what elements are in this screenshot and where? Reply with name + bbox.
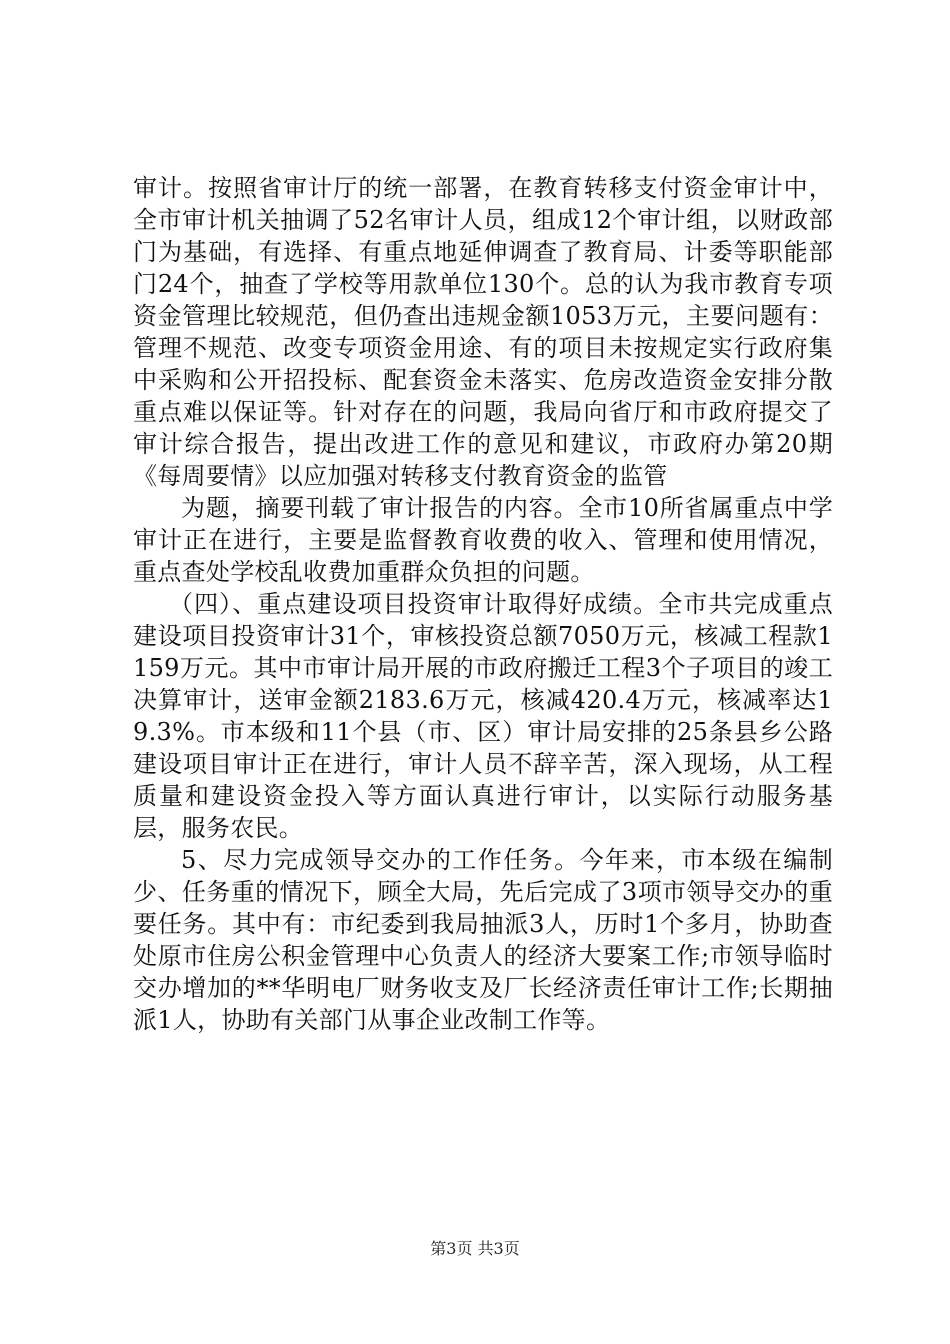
paragraph-leadership-tasks: 5、尽力完成领导交办的工作任务。今年来，市本级在编制少、任务重的情况下，顾全大局，先后完成了3项市领导交办的重要任务。其中有：市纪委到我局抽派3人，历时1个多月，协助查处原市住房公积金管理中心负责人的经济大要案工作;市领导临时交办增加的**华明电厂财务收支及厂长经济责任审计工作;长期抽派1人，协助有关部门从事企业改制工作等。 bbox=[133, 846, 833, 1034]
document-body bbox=[133, 172, 833, 1036]
page-footer: 第3页 共3页 bbox=[430, 1239, 520, 1258]
paragraph-construction-audit: （四）、重点建设项目投资审计取得好成绩。全市共完成重点建设项目投资审计31个，审核投资总额7050万元，核减工程款1159万元。其中市审计局开展的市政府搬迁工程3个子项目的竣工决算审计，送审金额2183.6万元，核减420.4万元，核减率达19.3%。市本级和11个县（市、区）审计局安排的25条县乡公路建设项目审计正在进行，审计人员不辞辛苦，深入现场，从工程质量和建设资金投入等方面认真进行审计，以实际行动服务基层，服务农民。 bbox=[133, 590, 833, 842]
paragraph-key-schools: 为题，摘要刊载了审计报告的内容。全市10所省属重点中学审计正在进行，主要是监督教育收费的收入、管理和使用情况，重点查处学校乱收费加重群众负担的问题。 bbox=[133, 494, 833, 586]
paragraph-audit-education: 审计。按照省审计厅的统一部署，在教育转移支付资金审计中，全市审计机关抽调了52名审计人员，组成12个审计组，以财政部门为基础，有选择、有重点地延伸调查了教育局、计委等职能部门24个，抽查了学校等用款单位130个。总的认为我市教育专项资金管理比较规范，但仍查出违规金额1053万元，主要问题有：管理不规范、改变专项资金用途、有的项目未按规定实行政府集中采购和公开招投标、配套资金未落实、危房改造资金安排分散重点难以保证等。针对存在的问题，我局向省厅和市政府提交了审计综合报告，提出改进工作的意见和建议，市政府办第20期《每周要情》以应加强对转移支付教育资金的监管 bbox=[133, 174, 833, 490]
